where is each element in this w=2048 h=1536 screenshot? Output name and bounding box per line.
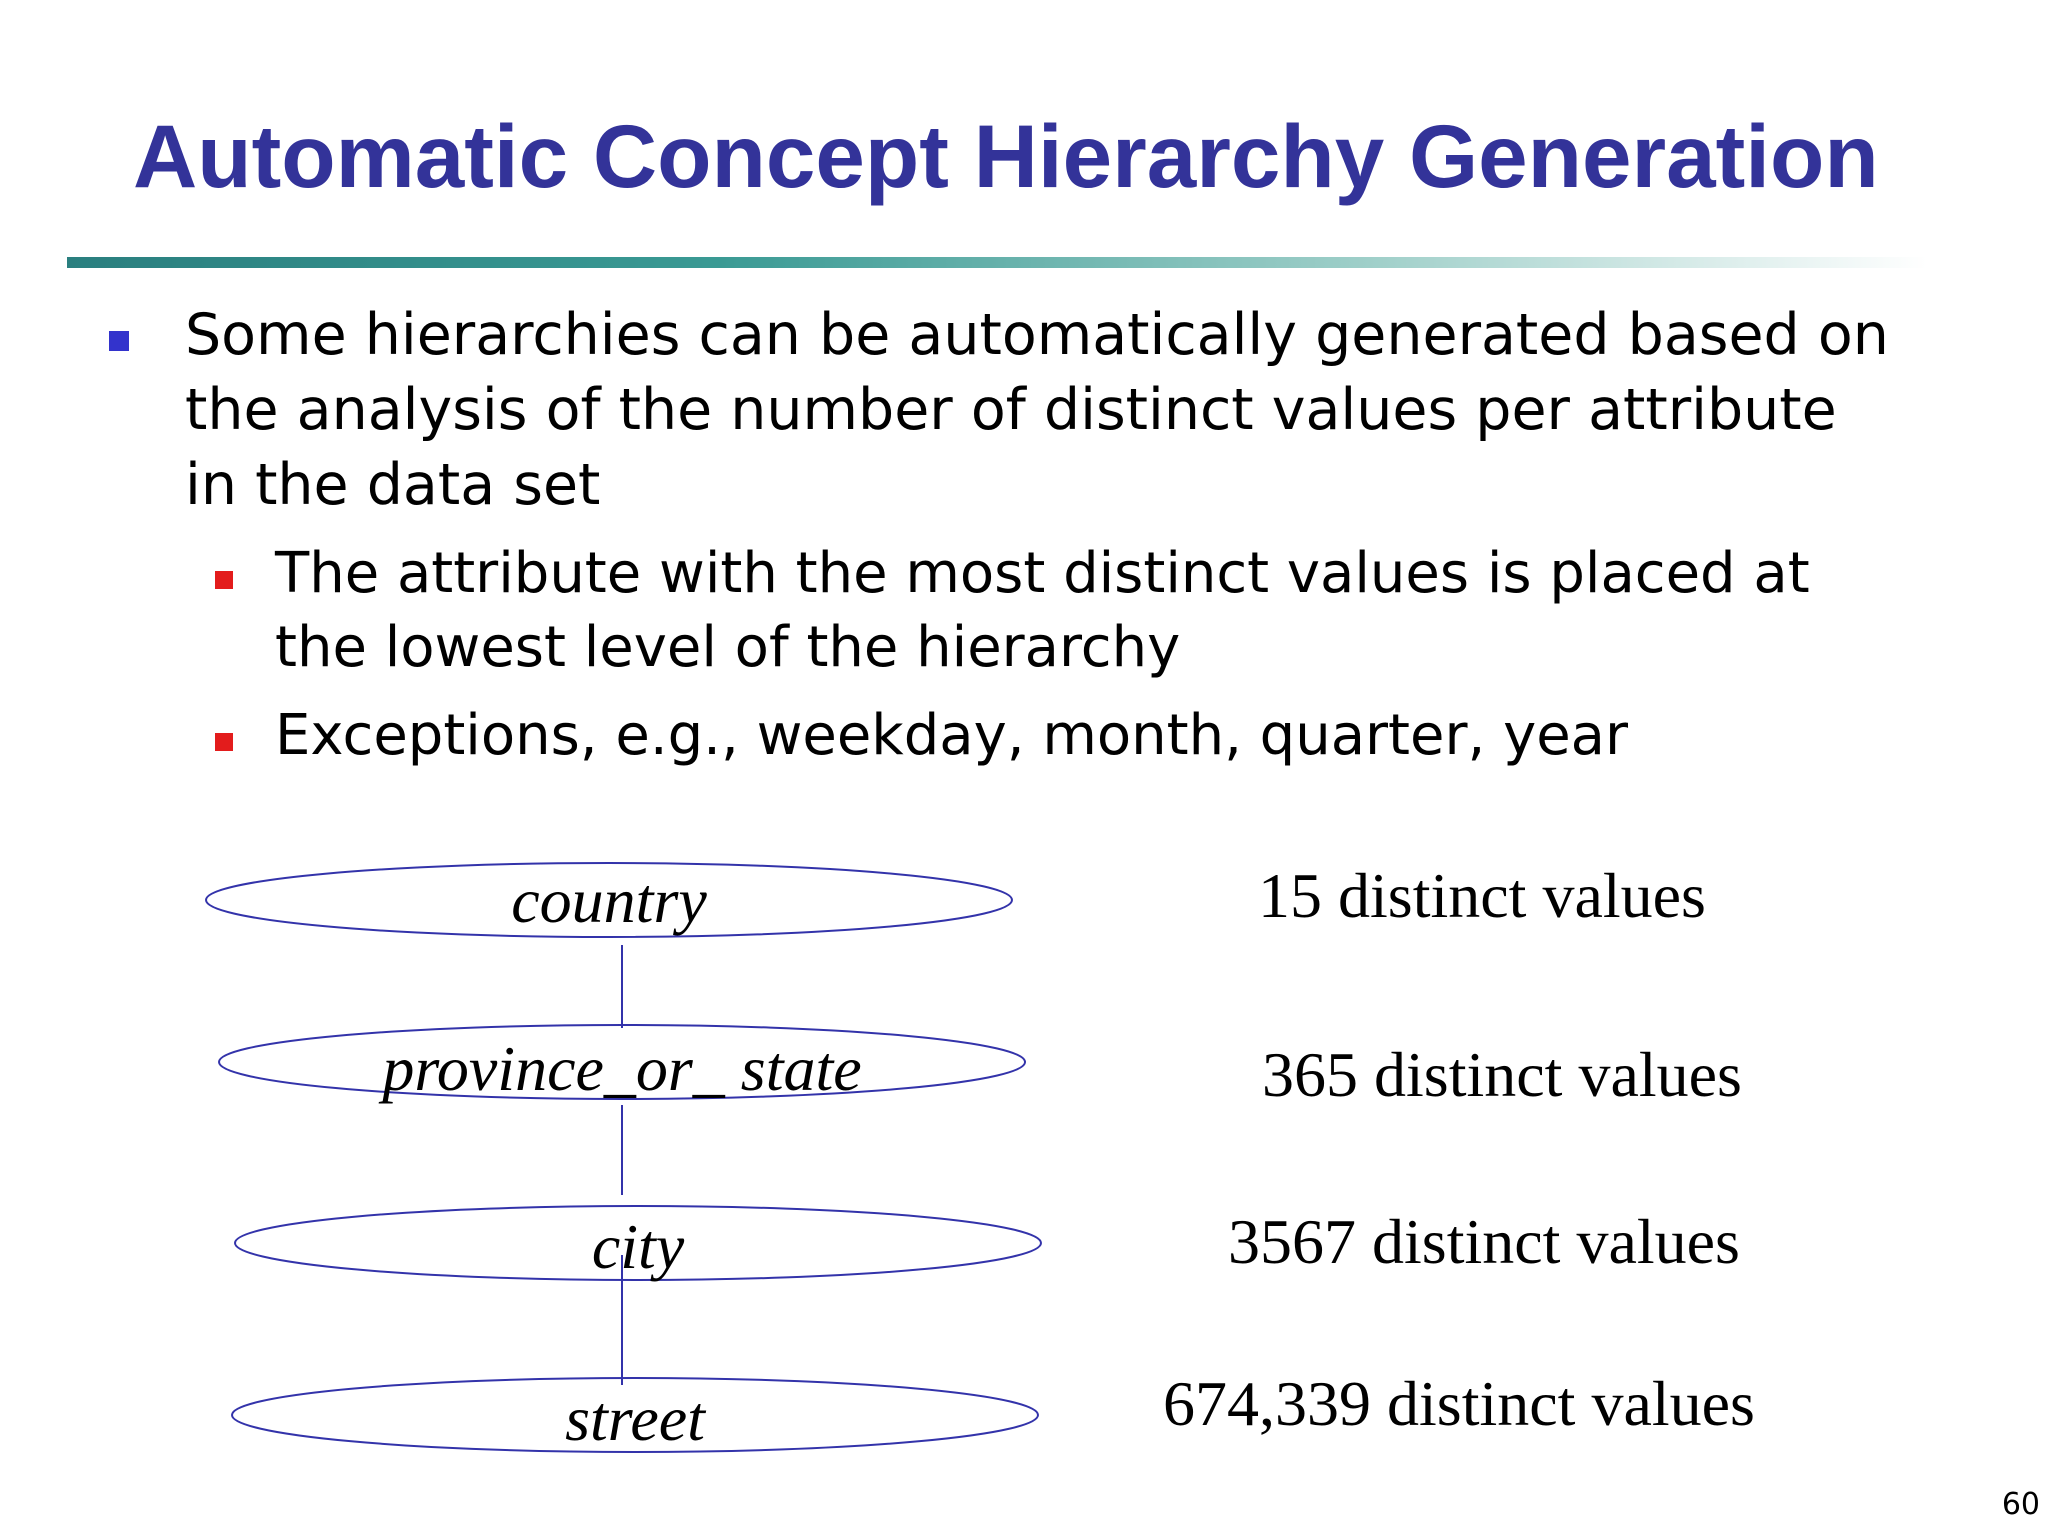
node-label: province_or_ state xyxy=(382,1033,862,1104)
distinct-count-country: 15 distinct values xyxy=(1258,860,1706,931)
page-number: 60 xyxy=(2001,1487,2040,1522)
sub-bullet-text: The attribute with the most distinct values is placed at the lowest level of the hierarchy xyxy=(275,541,1810,680)
node-label: city xyxy=(591,1211,685,1282)
hierarchy-node-street xyxy=(232,1378,1038,1454)
hierarchy-node-province-or-state xyxy=(219,1025,1025,1104)
sub-bullet-text: Exceptions, e.g., weekday, month, quarter, year xyxy=(275,703,1629,768)
distinct-count-city: 3567 distinct values xyxy=(1228,1206,1740,1277)
hierarchy-node-city xyxy=(235,1206,1041,1282)
distinct-count-street: 674,339 distinct values xyxy=(1163,1368,1755,1439)
slide-title: Automatic Concept Hierarchy Generation xyxy=(133,106,1879,206)
node-label: country xyxy=(511,865,707,936)
bullet-text: Some hierarchies can be automatically generated based on the analysis of the number of distinct values per attribute in the data set xyxy=(185,302,1889,518)
distinct-count-province-or-state: 365 distinct values xyxy=(1262,1039,1742,1110)
node-label: street xyxy=(565,1383,705,1454)
hierarchy-node-country xyxy=(206,863,1012,937)
